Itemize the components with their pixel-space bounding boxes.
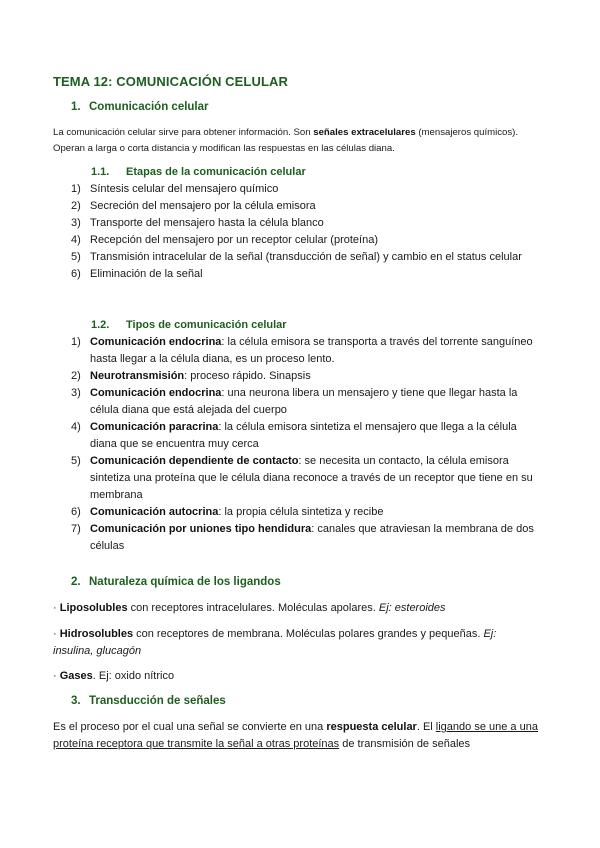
list-item bbox=[71, 215, 551, 232]
list-item bbox=[71, 521, 546, 555]
section-1-number: 1. bbox=[71, 101, 81, 113]
example: Ej: insulina, glucagón bbox=[53, 628, 497, 657]
underlined-text: ligando se une a una proteína receptora que transmite la señal a otras proteínas bbox=[53, 721, 538, 750]
list-text: Recepción del mensajero por un receptor celular (proteína) bbox=[90, 234, 378, 246]
list-text: : la célula emisora se transporta a través del torrente sanguíneo hasta llegar a la célula diana, es un proceso lento. bbox=[90, 336, 533, 365]
section-2-number: 2. bbox=[71, 576, 81, 588]
intro-text-end: (mensajeros químicos). Operan a larga o corta distancia y modifican las respuestas en las células diana. bbox=[53, 127, 519, 154]
list-text: Secreción del mensajero por la célula emisora bbox=[90, 200, 316, 212]
list-text: : canales que atraviesan la membrana de dos células bbox=[90, 523, 534, 552]
list-item bbox=[71, 249, 551, 266]
list-item bbox=[71, 419, 546, 453]
list-term: Comunicación dependiente de contacto bbox=[90, 455, 299, 467]
text: Es el proceso por el cual una señal se convierte en una bbox=[53, 721, 327, 733]
section-1-2-heading bbox=[91, 319, 287, 331]
section-2-title: Naturaleza química de los ligandos bbox=[89, 576, 281, 588]
list-number: 6) bbox=[71, 268, 81, 280]
text: de transmisión de señales bbox=[339, 738, 471, 750]
section-3-paragraph bbox=[53, 719, 545, 753]
list-text: Eliminación de la señal bbox=[90, 268, 203, 280]
list-text: : proceso rápido. Sinapsis bbox=[184, 370, 311, 382]
list-number: 5) bbox=[71, 455, 81, 467]
list-term: Comunicación endocrina bbox=[90, 387, 222, 399]
hidrosolubles-paragraph bbox=[53, 626, 531, 660]
bullet: · bbox=[53, 670, 60, 682]
list-text: : se necesita un contacto, la célula emisora sintetiza una proteína que le célula diana reconoce a través de un receptor que tiene en su membrana bbox=[90, 455, 533, 501]
page-title: TEMA 12: COMUNICACIÓN CELULAR bbox=[53, 74, 288, 89]
bullet: · bbox=[53, 602, 60, 614]
intro-bold: señales extracelulares bbox=[313, 127, 416, 138]
gases-paragraph bbox=[53, 668, 551, 685]
example: Ej: esteroides bbox=[378, 602, 446, 614]
section-1-2-title: Tipos de comunicación celular bbox=[126, 319, 287, 331]
list-term: Neurotransmisión bbox=[90, 370, 185, 382]
text: con receptores intracelulares. Moléculas apolares. bbox=[127, 602, 379, 614]
list-text: Transmisión intracelular de la señal (transducción de señal) y cambio en el status celular bbox=[90, 251, 522, 263]
list-number: 1) bbox=[71, 183, 81, 195]
term: Gases bbox=[59, 670, 93, 682]
intro-text: La comunicación celular sirve para obtener información. Son bbox=[53, 127, 314, 138]
section-1-1-title: Etapas de la comunicación celular bbox=[126, 166, 306, 178]
list-number: 7) bbox=[71, 523, 81, 535]
section-3-title: Transducción de señales bbox=[89, 695, 226, 707]
term: Liposolubles bbox=[59, 602, 128, 614]
list-text: : una neurona libera un mensajero y tiene que llegar hasta la célula diana que está alejada del cuerpo bbox=[90, 387, 518, 416]
section-1-2-number: 1.2. bbox=[91, 319, 110, 331]
section-1-1-number: 1.1. bbox=[91, 166, 110, 178]
list-item bbox=[71, 504, 546, 521]
list-number: 5) bbox=[71, 251, 81, 263]
list-term: Comunicación por uniones tipo hendidura bbox=[90, 523, 312, 535]
list-number: 2) bbox=[71, 370, 81, 382]
section-1-1-heading bbox=[91, 166, 306, 178]
section-3-heading bbox=[71, 695, 226, 707]
list-number: 6) bbox=[71, 506, 81, 518]
section-3-number: 3. bbox=[71, 695, 81, 707]
section-1-intro bbox=[53, 125, 551, 157]
liposolubles-paragraph bbox=[53, 600, 551, 617]
text: . Ej: oxido nítrico bbox=[92, 670, 175, 682]
term: Hidrosolubles bbox=[59, 628, 134, 640]
list-number: 4) bbox=[71, 421, 81, 433]
list-number: 3) bbox=[71, 217, 81, 229]
list-item bbox=[71, 385, 546, 419]
section-1-heading bbox=[71, 101, 209, 113]
list-number: 1) bbox=[71, 336, 81, 348]
list-item bbox=[71, 198, 551, 215]
list-item bbox=[71, 368, 546, 385]
list-item bbox=[71, 266, 551, 283]
text: con receptores de membrana. Moléculas polares grandes y pequeñas. bbox=[133, 628, 484, 640]
stages-list bbox=[71, 181, 551, 283]
list-text: Transporte del mensajero hasta la célula blanco bbox=[90, 217, 324, 229]
text: . El bbox=[416, 721, 436, 733]
section-2-heading bbox=[71, 576, 281, 588]
list-term: Comunicación autocrina bbox=[90, 506, 219, 518]
list-item bbox=[71, 453, 546, 504]
list-number: 4) bbox=[71, 234, 81, 246]
list-item bbox=[71, 181, 551, 198]
section-1-title: Comunicación celular bbox=[89, 101, 209, 113]
list-term: Comunicación paracrina bbox=[90, 421, 219, 433]
term: respuesta celular bbox=[326, 721, 417, 733]
list-number: 2) bbox=[71, 200, 81, 212]
list-text: : la célula emisora sintetiza el mensajero que llega a la célula diana que se encuentra muy cerca bbox=[90, 421, 517, 450]
list-number: 3) bbox=[71, 387, 81, 399]
list-item bbox=[71, 334, 546, 368]
list-text: Síntesis celular del mensajero químico bbox=[90, 183, 279, 195]
types-list bbox=[71, 334, 546, 555]
list-term: Comunicación endocrina bbox=[90, 336, 222, 348]
list-item bbox=[71, 232, 551, 249]
list-text: : la propia célula sintetiza y recibe bbox=[218, 506, 384, 518]
bullet: · bbox=[53, 628, 60, 640]
